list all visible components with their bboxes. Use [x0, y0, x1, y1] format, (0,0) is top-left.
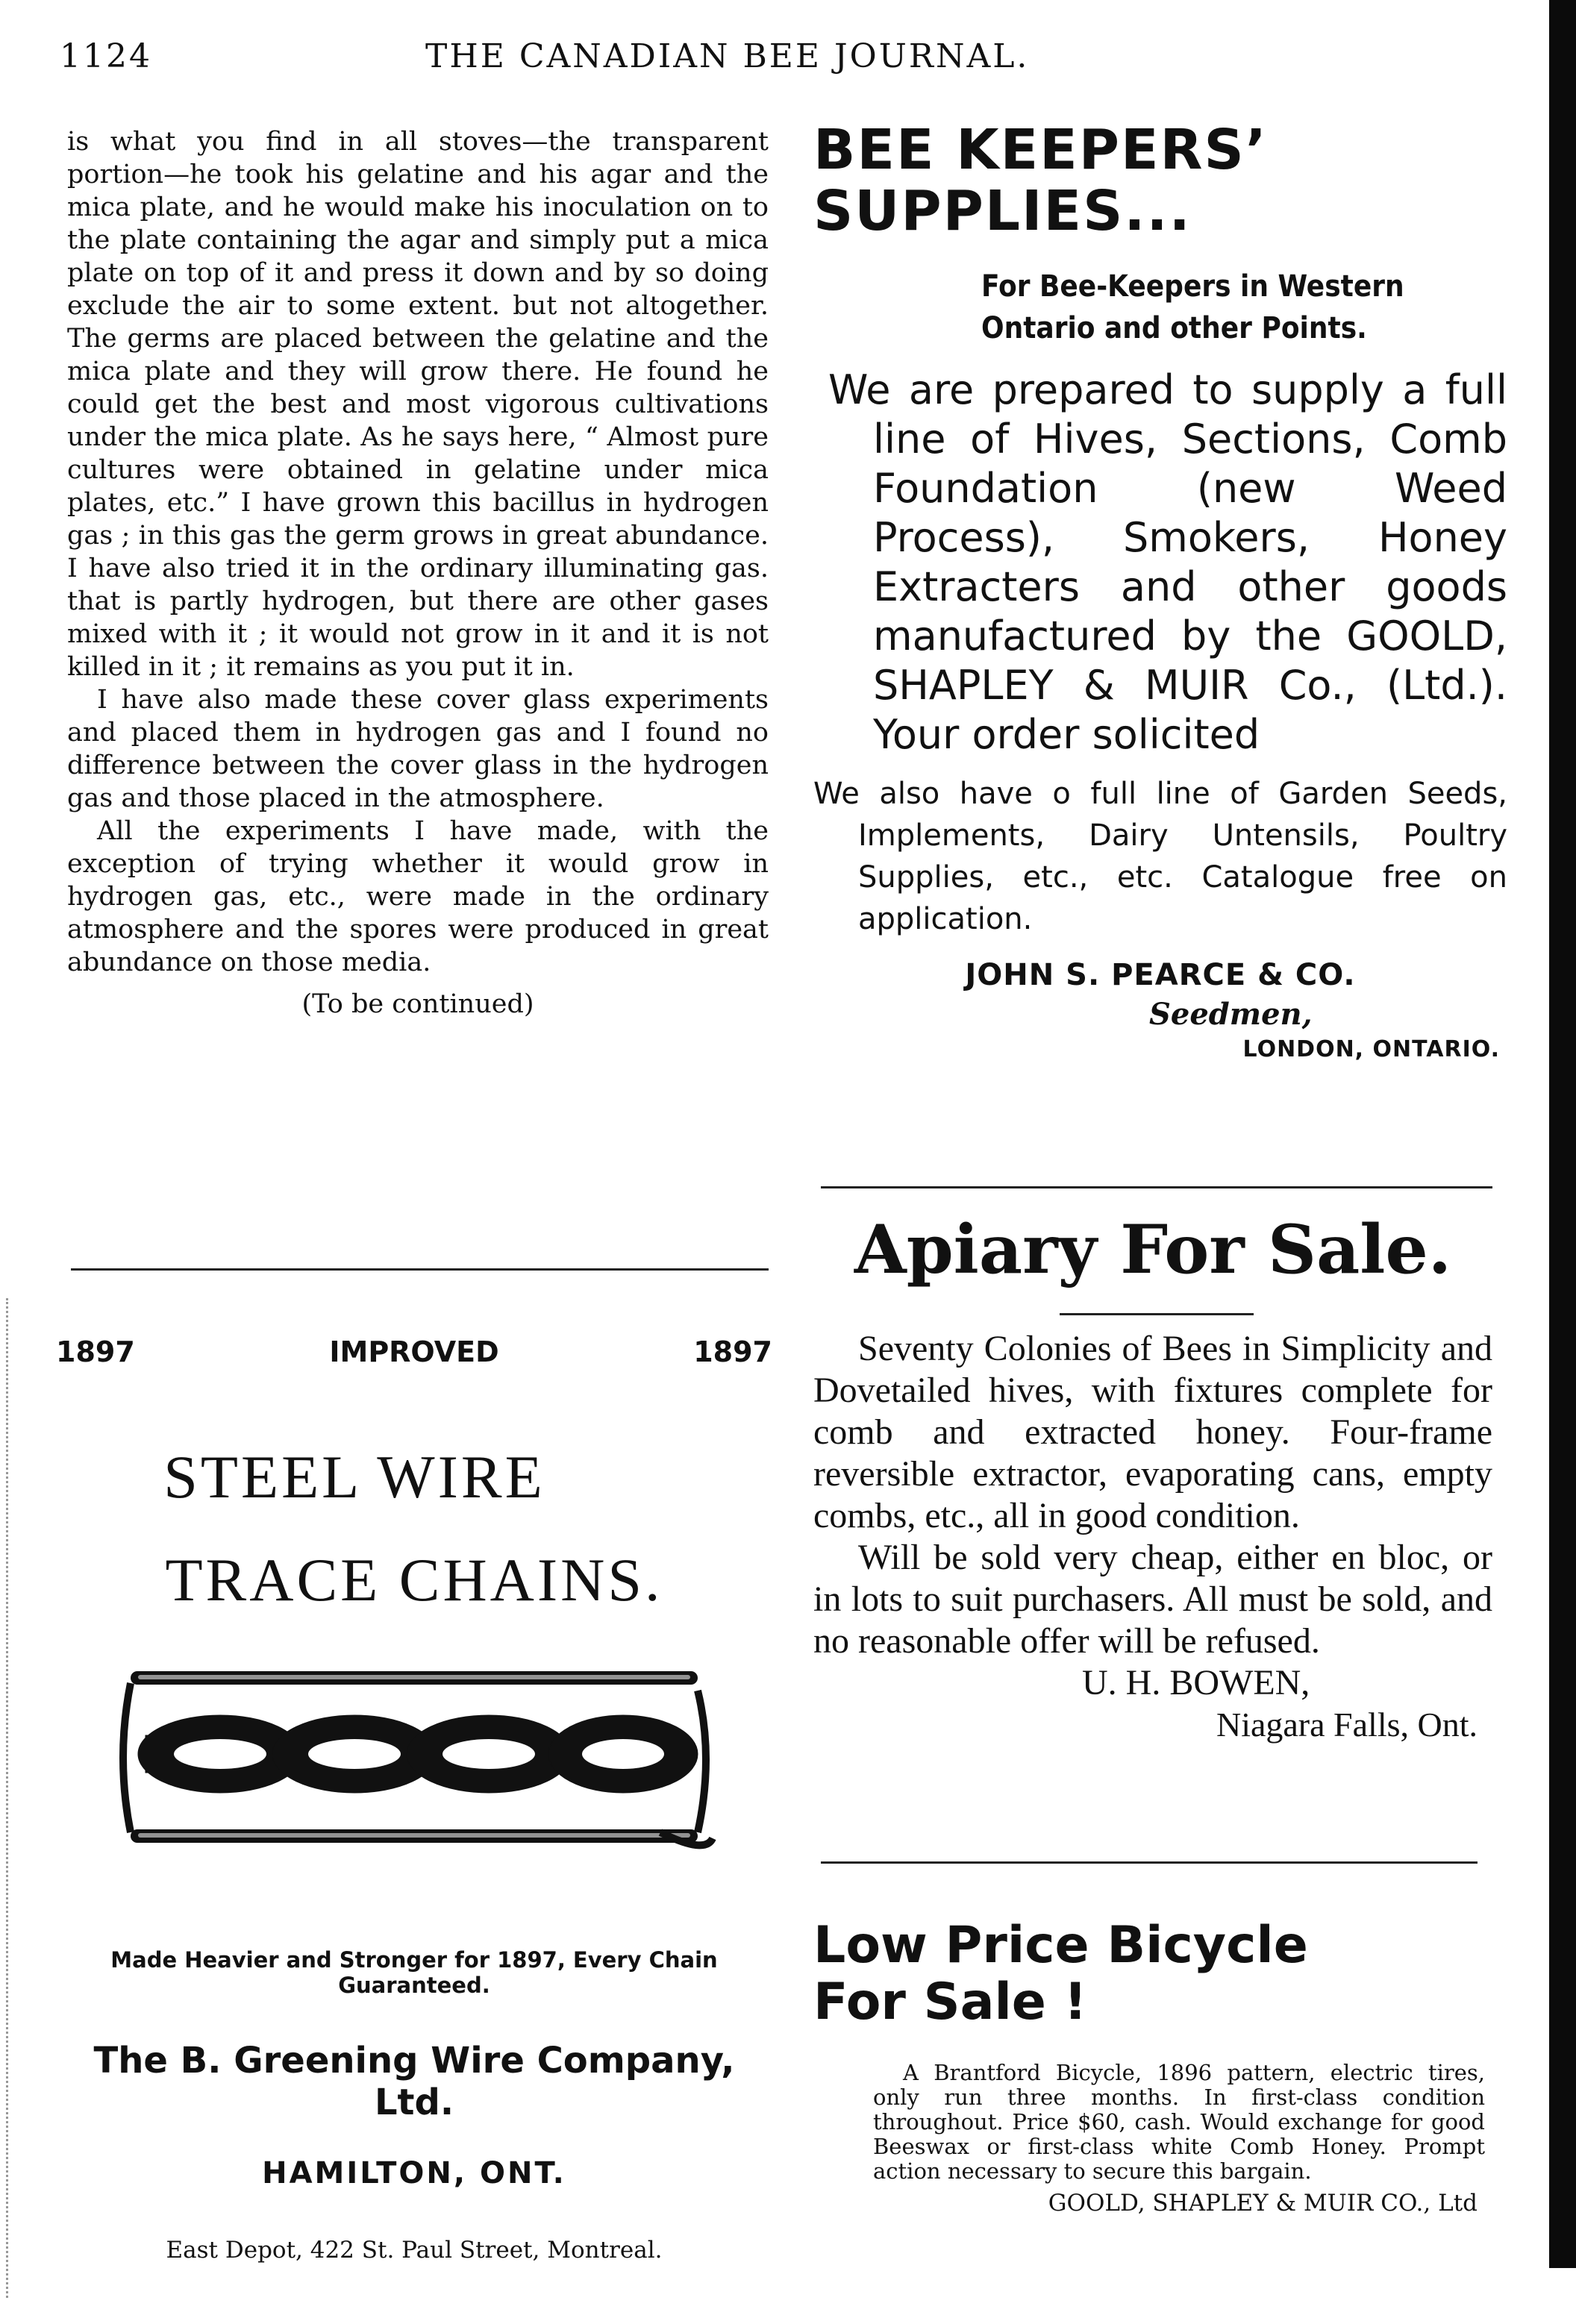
bicycle-headline-line-1: Low Price Bicycle: [813, 1916, 1308, 1975]
article-text: [67, 125, 769, 979]
apiary-underline: [1060, 1313, 1254, 1315]
apiary-body: [813, 1328, 1492, 1662]
scan-edge-shadow: [1549, 0, 1576, 2268]
supplies-seedmen: Seedmen,: [1149, 997, 1313, 1032]
bicycle-signer: GOOLD, SHAPLEY & MUIR CO., Ltd: [1048, 2190, 1478, 2217]
article-paragraph: I have also made these cover glass experiments and placed them in hydrogen gas and I found no difference between the cover glass in the hydrogen gas and those placed in the atmosphere.: [67, 685, 769, 813]
bicycle-headline-line-2: For Sale !: [813, 1973, 1087, 2032]
article-paragraph: is what you find in all stoves—the transparent portion—he took his gelatine and his agar and the mica plate, and he would make his inoculation on to the plate containing the agar and simply put a mica plate on top of it and press it down and by so doing exclude the air to some extent. but not altogether. The germs are placed between the gelatine and the mica plate and they will grow there. He found he could get the best and most vigorous cultivations under the mica plate. As he says here, “ Almost pure cultures were obtained in gelatine under mica plates, etc.” I have grown this bacillus in hydrogen gas ; in this gas the germ grows in great abundance. I have also tried it in the ordinary illuminating gas. that is partly hydrogen, but there are other gases mixed with it ; it would not grow in it and it is not killed in it ; it remains as you put it in.: [67, 127, 769, 682]
page-number: 1124: [60, 37, 152, 75]
improved-row: [56, 1335, 772, 1373]
depot-address: East Depot, 422 St. Paul Street, Montreal.: [166, 2237, 663, 2264]
supplies-advertisement: [813, 119, 1507, 1062]
year-right: 1897: [693, 1335, 772, 1368]
chains-headline-line-2: TRACE CHAINS.: [165, 1546, 663, 1614]
chains-headline: [56, 1441, 772, 1616]
apiary-headline: Apiary For Sale.: [854, 1210, 1452, 1289]
divider-rule: [821, 1186, 1492, 1188]
bicycle-headline: [813, 1917, 1492, 2031]
journal-title: THE CANADIAN BEE JOURNAL.: [425, 37, 1030, 75]
improved-label: IMPROVED: [329, 1335, 499, 1368]
company-name: The B. Greening Wire Company, Ltd.: [93, 2040, 735, 2123]
page-header: [60, 37, 1500, 82]
supplies-firm: JOHN S. PEARCE & CO.: [965, 958, 1356, 992]
supplies-subhead: For Bee-Keepers in Western Ontario and other Points.: [981, 269, 1404, 345]
supplies-body: We are prepared to supply a full line of Hives, Sections, Comb Foundation (new Weed Process), Smokers, Honey Extracters and other goods manufactured by the GOOLD, SHAPLEY & MUIR Co., (Ltd.). Your order solicited: [828, 366, 1507, 758]
article-paragraph: All the experiments I have made, with the exception of trying whether it would grow in hydrogen gas, etc., were made in the ordinary atmosphere and the spores were produced in great abundance on those media.: [67, 816, 769, 977]
bicycle-advertisement: [813, 1917, 1492, 2217]
article-column: [67, 125, 769, 1019]
divider-rule: [821, 1861, 1478, 1864]
apiary-signer: U. H. BOWEN,: [1082, 1663, 1310, 1703]
divider-rule: [71, 1268, 769, 1271]
trace-chain-illustration: [108, 1661, 720, 1855]
year-left: 1897: [56, 1335, 135, 1368]
apiary-paragraph: Seventy Colonies of Bees in Simplicity and Dovetailed hives, with fixtures complete for comb and extracted honey. Four-frame reversible extractor, evaporating cans, empty combs, etc., all in good condition.: [813, 1329, 1492, 1535]
company-city: HAMILTON, ONT.: [262, 2156, 566, 2190]
apiary-advertisement: [813, 1209, 1492, 1746]
guarantee-text: Made Heavier and Stronger for 1897, Every Chain Guaranteed.: [110, 1947, 718, 1998]
apiary-paragraph: Will be sold very cheap, either en bloc, or in lots to suit purchasers. All must be sold, and no reasonable offer will be refused.: [813, 1538, 1492, 1661]
apiary-place: Niagara Falls, Ont.: [1216, 1706, 1478, 1744]
supplies-location: LONDON, ONTARIO.: [1242, 1036, 1500, 1062]
chains-advertisement: [56, 1335, 772, 2264]
bicycle-body: A Brantford Bicycle, 1896 pattern, electric tires, only run three months. In first-class condition throughout. Price $60, cash. Would exchange for good Beeswax or first-class white Comb Honey. Prompt action necessary to secure this bargain.: [873, 2060, 1485, 2184]
chains-headline-line-1: STEEL WIRE: [163, 1443, 545, 1511]
supplies-body-secondary: We also have o full line of Garden Seeds, Implements, Dairy Untensils, Poultry Supplies, etc., etc. Catalogue free on application.: [813, 777, 1507, 936]
supplies-headline: BEE KEEPERS’ SUPPLIES...: [813, 118, 1268, 243]
to-be-continued: (To be continued): [301, 989, 534, 1019]
